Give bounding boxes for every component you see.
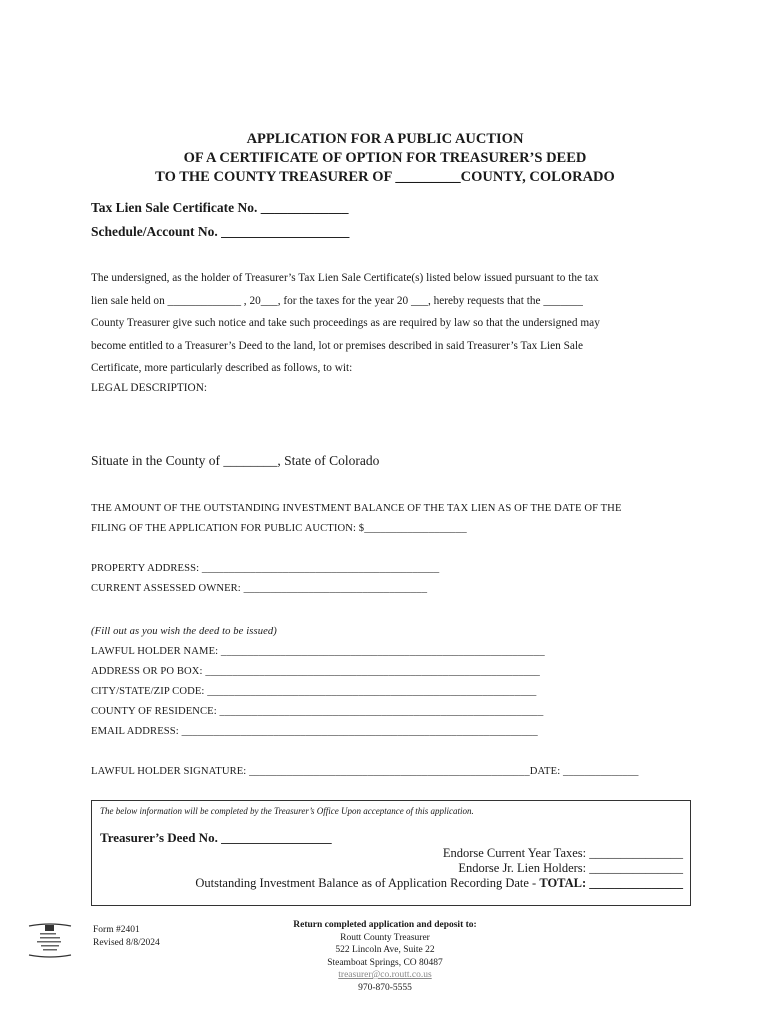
return-address-block (250, 919, 520, 994)
schedule-account-field[interactable]: Schedule/Account No. ___________________ (91, 224, 350, 239)
deed-number-field[interactable]: Treasurer’s Deed No. _________________ (100, 830, 332, 845)
office-name: Routt County Treasurer (340, 932, 430, 943)
return-heading: Return completed application and deposit to: (293, 920, 477, 930)
phone-number: 970-870-5555 (358, 982, 412, 993)
office-use-note: The below information will be completed by the Treasurer’s Office Upon acceptance of this application. (100, 806, 474, 816)
request-paragraph (91, 267, 691, 380)
title-line-1: APPLICATION FOR A PUBLIC AUCTION (246, 131, 524, 147)
paragraph-line: Certificate, more particularly described as follows, to wit: (91, 362, 353, 374)
endorse-taxes-field[interactable]: Endorse Current Year Taxes: _______________ (442, 846, 683, 860)
holder-email-field[interactable]: EMAIL ADDRESS: __________________________________________________________________ (91, 726, 538, 737)
form-number: Form #2401 (93, 925, 140, 935)
paragraph-line: lien sale held on _____________ , 20___, for the taxes for the year 20 ___, hereby requests that the _______ (91, 294, 583, 307)
amount-line-1: THE AMOUNT OF THE OUTSTANDING INVESTMENT BALANCE OF THE TAX LIEN AS OF THE DATE OF THE (91, 503, 622, 514)
balance-label: Outstanding Investment Balance as of Application Recording Date - (195, 876, 540, 890)
amount-field[interactable]: FILING OF THE APPLICATION FOR PUBLIC AUCTION: $___________________ (91, 523, 467, 534)
holder-name-field[interactable]: LAWFUL HOLDER NAME: ____________________________________________________________ (91, 646, 545, 657)
title-line-3: TO THE COUNTY TREASURER OF _________COUNTY, COLORADO (155, 169, 615, 185)
form-info (93, 924, 160, 950)
title-line-2: OF A CERTIFICATE OF OPTION FOR TREASURER’S DEED (183, 150, 587, 166)
treasurer-office-box (91, 800, 691, 906)
holder-address-field[interactable]: ADDRESS OR PO BOX: ______________________________________________________________ (91, 666, 540, 677)
endorse-liens-field[interactable]: Endorse Jr. Lien Holders: _______________ (458, 861, 683, 875)
city-state-zip: Steamboat Springs, CO 80487 (327, 957, 443, 968)
certificate-number-field[interactable]: Tax Lien Sale Certificate No. _____________ (91, 200, 349, 215)
holder-city-field[interactable]: CITY/STATE/ZIP CODE: _____________________________________________________________ (91, 686, 537, 697)
holder-signature-field[interactable]: LAWFUL HOLDER SIGNATURE: ____________________________________________________DATE: ______________ (91, 766, 639, 777)
email-link[interactable]: treasurer@co.routt.co.us (338, 970, 432, 980)
fill-out-note: (Fill out as you wish the deed to be issued) (91, 626, 277, 637)
legal-description-label: LEGAL DESCRIPTION: (91, 382, 207, 394)
assessed-owner-field[interactable]: CURRENT ASSESSED OWNER: __________________________________ (91, 583, 428, 594)
paragraph-line: County Treasurer give such notice and take such proceedings as are required by law so that the undersigned may (91, 317, 600, 329)
situate-county-field[interactable]: Situate in the County of ________, State of Colorado (91, 453, 380, 468)
street-address: 522 Lincoln Ave, Suite 22 (335, 945, 435, 955)
document-title (0, 130, 770, 187)
balance-total-field[interactable] (195, 876, 683, 891)
holder-county-field[interactable]: COUNTY OF RESIDENCE: ____________________________________________________________ (91, 706, 544, 717)
property-address-field[interactable]: PROPERTY ADDRESS: ____________________________________________ (91, 563, 440, 574)
paragraph-line: become entitled to a Treasurer’s Deed to the land, lot or premises described in said Treasurer’s Tax Lien Sale (91, 339, 584, 352)
routt-county-logo-icon (27, 921, 73, 959)
paragraph-line: The undersigned, as the holder of Treasurer’s Tax Lien Sale Certificate(s) listed below issued pursuant to the tax (91, 272, 599, 284)
total-label: TOTAL: _______________ (539, 876, 683, 890)
revised-date: Revised 8/8/2024 (93, 938, 160, 948)
